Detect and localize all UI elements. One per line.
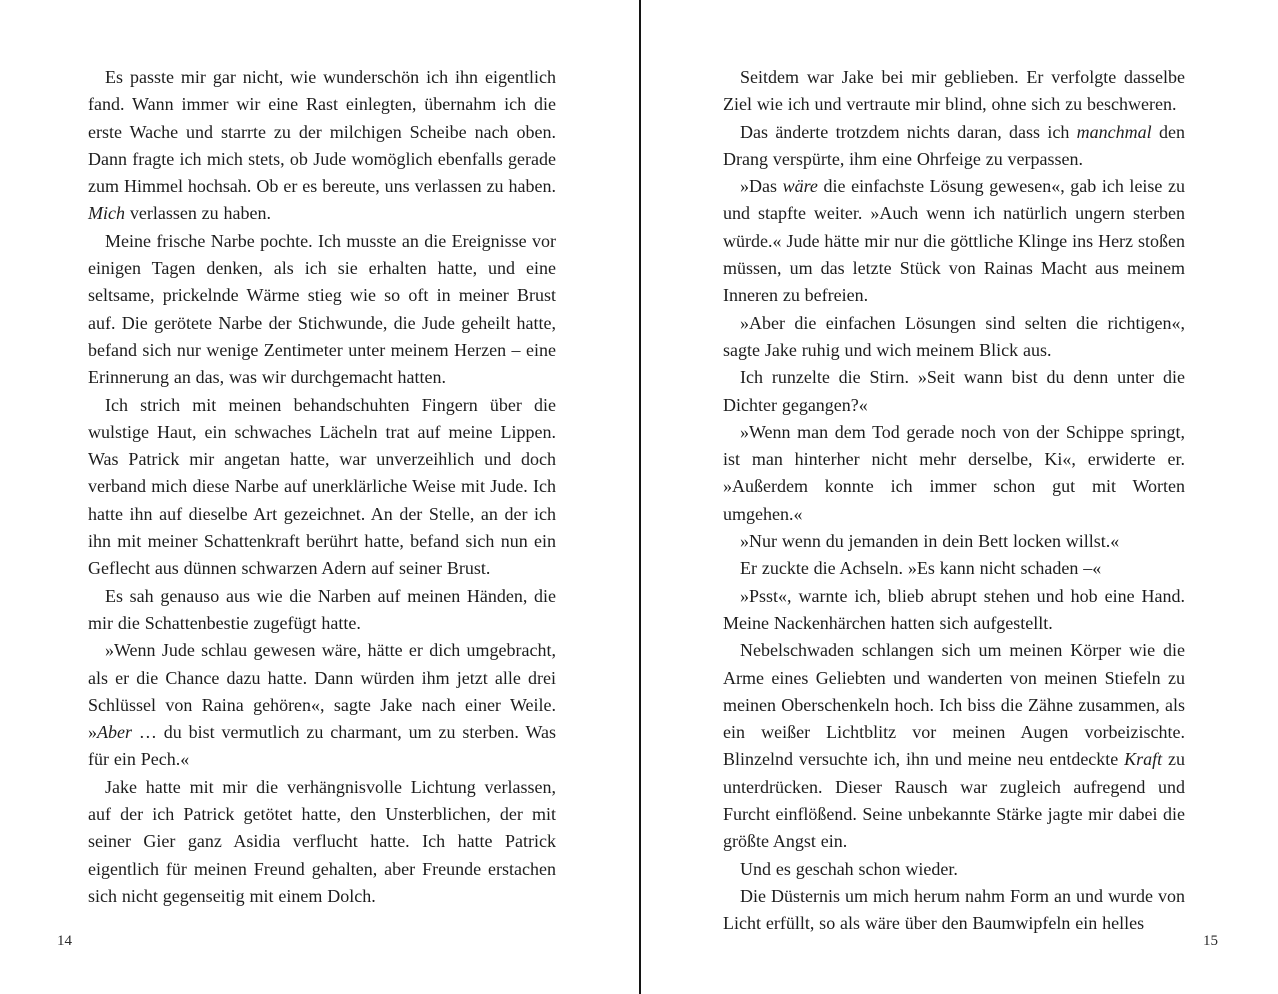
paragraph: Meine frische Narbe pochte. Ich musste an die Ereignisse vor einigen Tagen denken, als ich sie erhalten hatte, und eine seltsame, prickelnde Wärme stieg wie so oft in meiner Brust auf. Die gerötete Narbe der Stichwunde, die Jude geheilt hatte, befand sich nur wenige Zentimeter unter meinem Herzen – eine Erinnerung an das, was wir durchgemacht hatten. bbox=[88, 230, 556, 388]
paragraph: Ich strich mit meinen behandschuhten Fingern über die wulstige Haut, ein schwaches Lächeln trat auf meine Lippen. Was Patrick mir angetan hatte, war unverzeihlich und doch verband mich diese Narbe auf unerklärliche Weise mit Jude. Ich hatte ihn auf dieselbe Art gezeichnet. An der Stelle, an der ich ihn mit meiner Schattenkraft berührt hatte, befand sich nun ein Geflecht aus dünnen schwarzen Adern auf seiner Brust. bbox=[88, 394, 556, 579]
paragraph: »Psst«, warnte ich, blieb abrupt stehen und hob eine Hand. Meine Nackenhärchen hatten sich aufgestellt. bbox=[723, 585, 1185, 633]
page-left-text bbox=[88, 64, 556, 910]
paragraph: »Wenn man dem Tod gerade noch von der Schippe springt, ist man hinterher nicht mehr derselbe, Ki«, erwiderte er. »Außerdem konnte ich immer schon gut mit Worten umgehen.« bbox=[723, 421, 1185, 524]
page-divider bbox=[639, 0, 641, 994]
paragraph: Nebelschwaden schlangen sich um meinen Körper wie die Arme eines Geliebten und wanderten von meinen Stiefeln zu meinen Oberschenkeln hoch. Ich biss die Zähne zusammen, als ein weißer Lichtblitz vor meinen Augen vorbeizischte. Blinzelnd versuchte ich, ihn und meine neu entdeckte Kraft zu unterdrücken. Dieser Rausch war zugleich aufregend und Furcht einflößend. Seine unbekannte Stärke jagte mir dabei die größte Angst ein. bbox=[723, 640, 1185, 852]
paragraph: »Das wäre die einfachste Lösung gewesen«, gab ich leise zu und stapfte weiter. »Auch wenn ich natürlich ungern sterben würde.« Jude hätte mir nur die göttliche Klinge ins Herz stoßen müssen, um das letzte Stück von Rainas Macht aus meinem Inneren zu befreien. bbox=[723, 176, 1185, 306]
paragraph: Die Düsternis um mich herum nahm Form an und wurde von Licht erfüllt, so als wäre über den Baumwipfeln ein helles bbox=[723, 885, 1185, 934]
paragraph: Jake hatte mit mir die verhängnisvolle Lichtung verlassen, auf der ich Patrick getötet hatte, den Unsterblichen, der mit seiner Gier ganz Asidia verflucht hatte. Ich hatte Patrick eigentlich für meinen Freund gehalten, aber Freunde erstachen sich nicht gegenseitig mit einem Dolch. bbox=[88, 776, 556, 906]
paragraph: Es passte mir gar nicht, wie wunderschön ich ihn eigentlich fand. Wann immer wir eine Rast einlegten, übernahm ich die erste Wache und starrte zu der milchigen Scheibe nach oben. Dann fragte ich mich stets, ob Jude womöglich ebenfalls gerade zum Himmel hochsah. Ob er es bereute, uns verlassen zu haben. Mich verlassen zu haben. bbox=[88, 67, 556, 224]
paragraph: Er zuckte die Achseln. »Es kann nicht schaden –« bbox=[740, 558, 1102, 579]
page-right-text bbox=[723, 64, 1185, 938]
paragraph: Ich runzelte die Stirn. »Seit wann bist du denn unter die Dichter gegangen?« bbox=[723, 367, 1185, 415]
page-number-left: 14 bbox=[57, 933, 72, 949]
paragraph: Es sah genauso aus wie die Narben auf meinen Händen, die mir die Schattenbestie zugefügt hatte. bbox=[88, 585, 556, 633]
paragraph: Das änderte trotzdem nichts daran, dass ich manchmal den Drang verspürte, ihm eine Ohrfeige zu verpassen. bbox=[723, 121, 1185, 169]
page-number-right: 15 bbox=[1203, 933, 1218, 949]
paragraph: Seitdem war Jake bei mir geblieben. Er verfolgte dasselbe Ziel wie ich und vertraute mir blind, ohne sich zu beschweren. bbox=[723, 67, 1185, 115]
paragraph: »Aber die einfachen Lösungen sind selten die richtigen«, sagte Jake ruhig und wich meinem Blick aus. bbox=[723, 312, 1185, 360]
paragraph: »Nur wenn du jemanden in dein Bett locken willst.« bbox=[740, 531, 1120, 552]
paragraph: Und es geschah schon wieder. bbox=[740, 858, 958, 879]
paragraph: »Wenn Jude schlau gewesen wäre, hätte er dich umgebracht, als er die Chance dazu hatte. Dann würden ihm jetzt alle drei Schlüssel von Raina gehören«, sagte Jake nach einer Weile. »Aber … du bist vermutlich zu charmant, um zu sterben. Was für ein Pech.« bbox=[88, 640, 556, 770]
